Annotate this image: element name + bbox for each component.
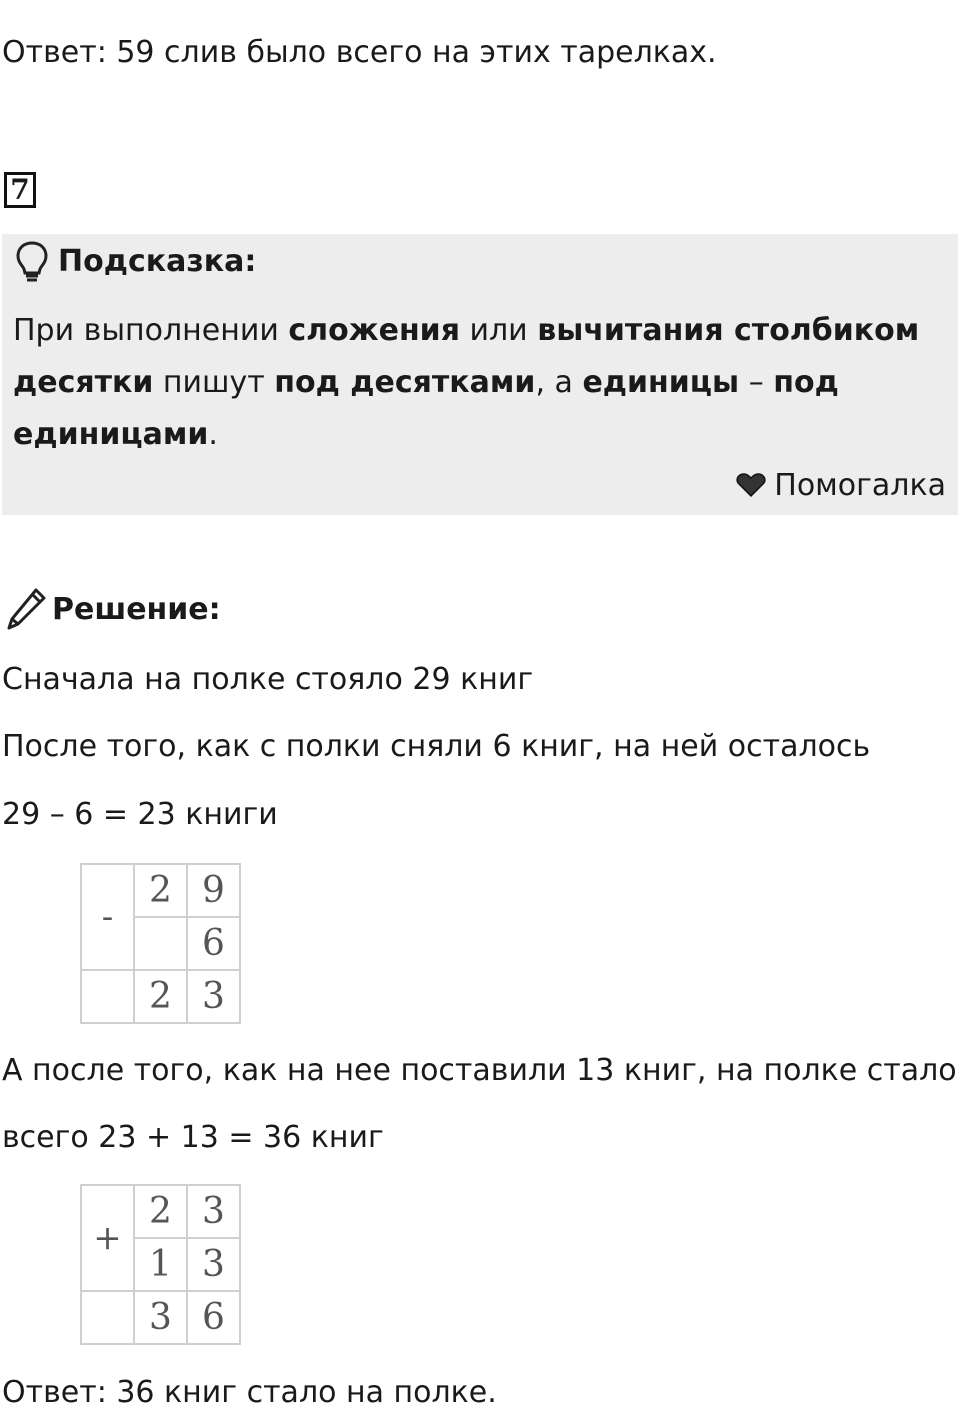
hint-bold-term: сложения [288,313,460,348]
hint-text-run: , а [535,365,583,400]
hint-text-run: или [459,313,538,348]
solution-title: Решение: [52,592,221,627]
digit-cell: 3 [187,1238,240,1291]
digit-cell: 2 [134,1185,187,1238]
hint-text-run: При выполнении [13,313,289,348]
final-answer: Ответ: 36 книг стало на полке. [2,1375,497,1410]
result-digit: 3 [134,1291,187,1344]
digit-cell: 6 [187,917,240,970]
column-subtraction [80,863,241,1024]
pencil-icon [6,586,48,632]
digit-cell: 1 [134,1238,187,1291]
hint-bold-term: под единицами [13,365,839,452]
operator-sign: + [81,1185,134,1291]
result-digit: 3 [187,970,240,1023]
solution-line-3: 29 – 6 = 23 книги [2,797,278,832]
task-number: 7 [4,172,36,208]
empty-cell [81,970,134,1023]
digit-cell: 3 [187,1185,240,1238]
previous-answer: Ответ: 59 слив было всего на этих тарелках. [2,35,717,70]
digit-cell: 2 [134,864,187,917]
source-text: Помогалка [774,468,946,503]
light-bulb-icon [14,240,50,284]
hint-text-run: пишут [153,365,275,400]
digit-cell [134,917,187,970]
solution-line-2: После того, как с полки сняли 6 книг, на ней осталось [2,729,871,764]
hint-bold-term: вычитания столбиком десятки [13,313,920,400]
hint-bold-term: единицы [582,365,740,400]
solution-line-5: всего 23 + 13 = 36 книг [2,1120,384,1155]
solution-line-1: Сначала на полке стояло 29 книг [2,662,534,697]
source-label [736,466,946,506]
hint-title: Подсказка: [58,244,257,279]
heart-icon [736,472,766,498]
column-addition [80,1184,241,1345]
result-digit: 6 [187,1291,240,1344]
result-digit: 2 [134,970,187,1023]
hint-text-run: – [739,365,774,400]
solution-line-4: А после того, как на нее поставили 13 книг, на полке стало [2,1053,957,1088]
hint-text [13,305,933,461]
digit-cell: 9 [187,864,240,917]
hint-bold-term: под десятками [274,365,536,400]
empty-cell [81,1291,134,1344]
hint-text-run: . [208,417,218,452]
operator-sign: - [81,864,134,970]
